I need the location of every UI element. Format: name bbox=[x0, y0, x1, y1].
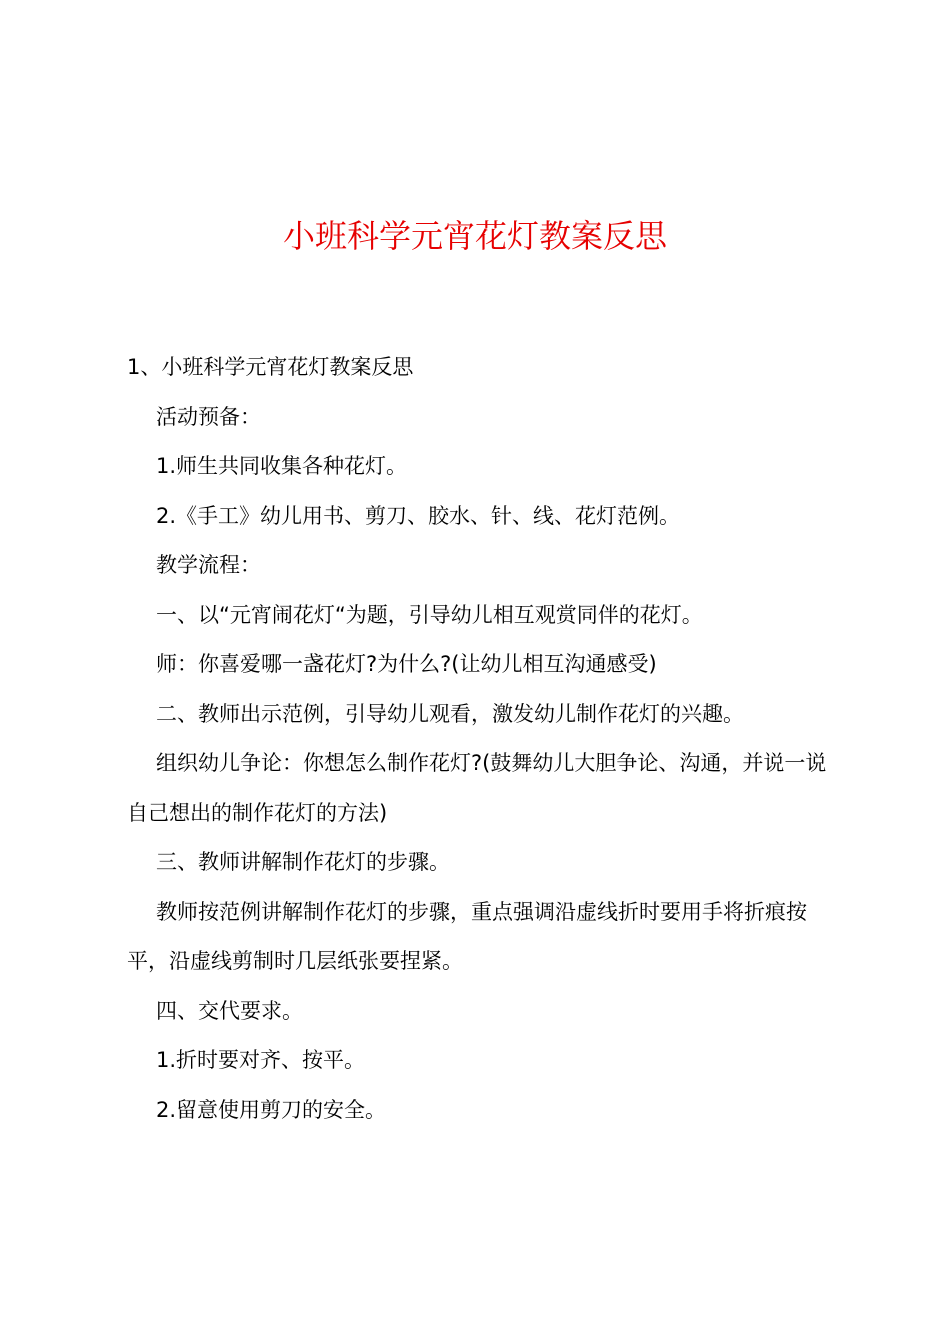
paragraph: 活动预备： bbox=[156, 404, 261, 429]
paragraph: 组织幼儿争论：你想怎么制作花灯?(鼓舞幼儿大胆争论、沟通，并说一说自己想出的制作花灯的方法) bbox=[127, 751, 827, 825]
paragraph: 2.《手工》幼儿用书、剪刀、胶水、针、线、花灯范例。 bbox=[156, 503, 681, 528]
paragraph: 教师按范例讲解制作花灯的步骤，重点强调沿虚线折时要用手将折痕按平，沿虚线剪制时几层纸张要捏紧。 bbox=[127, 899, 807, 973]
paragraph: 三、教师讲解制作花灯的步骤。 bbox=[156, 850, 450, 874]
paragraph: 教学流程： bbox=[156, 553, 261, 577]
document-body bbox=[127, 343, 833, 1135]
paragraph: 1.师生共同收集各种花灯。 bbox=[156, 454, 408, 478]
paragraph: 四、交代要求。 bbox=[156, 998, 303, 1023]
paragraph: 1.折时要对齐、按平。 bbox=[156, 1048, 366, 1072]
section-heading: 1、小班科学元宵花灯教案反思 bbox=[127, 355, 414, 379]
paragraph: 师：你喜爱哪一盏花灯?为什么?(让幼儿相互沟通感受) bbox=[156, 652, 657, 676]
paragraph: 二、教师出示范例，引导幼儿观看，激发幼儿制作花灯的兴趣。 bbox=[156, 701, 744, 726]
paragraph: 一、以“元宵闹花灯“为题，引导幼儿相互观赏同伴的花灯。 bbox=[156, 602, 703, 627]
document-title: 小班科学元宵花灯教案反思 bbox=[282, 217, 667, 255]
paragraph: 2.留意使用剪刀的安全。 bbox=[156, 1097, 387, 1122]
